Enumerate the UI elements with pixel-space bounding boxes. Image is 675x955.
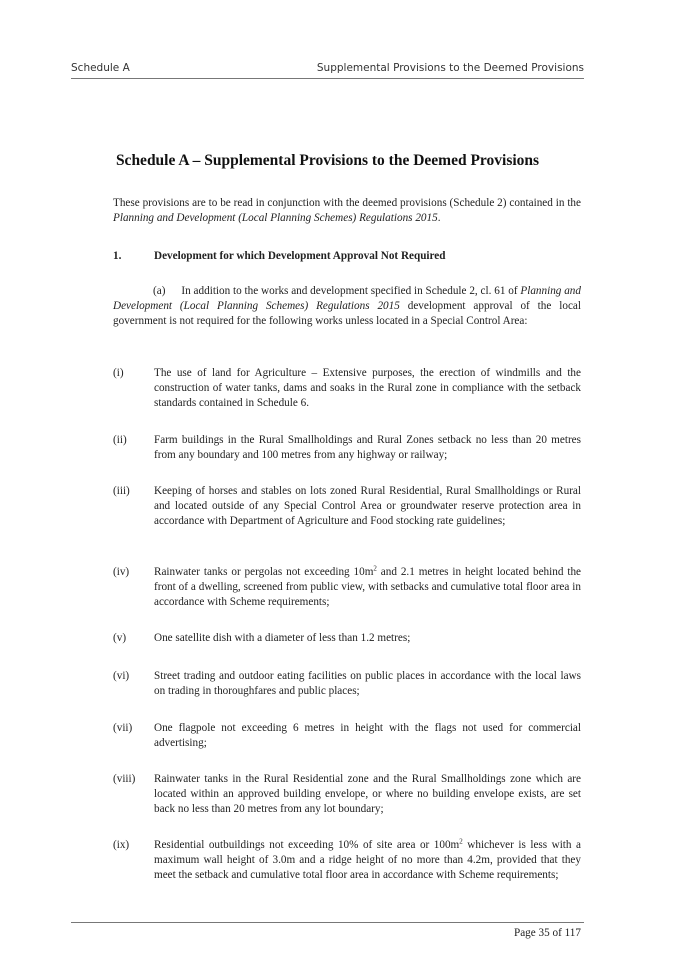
item-text: Keeping of horses and stables on lots zoned Rural Residential, Rural Smallholdings or Rural and located outside of any Special Control Area or groundwater reserve protection area in accordance with Department of Agriculture and Food stocking rate guidelines; xyxy=(154,485,581,527)
section-number: 1. xyxy=(113,250,122,262)
item-number: (iv) xyxy=(113,566,130,578)
intro-paragraph xyxy=(113,196,581,226)
item-text xyxy=(154,565,581,610)
paragraph-a-text-end: development approval of the local government is not required for the following works unless located in a Special Control Area: xyxy=(113,300,581,327)
section-title: Development for which Development Approval Not Required xyxy=(154,250,446,262)
footer-divider xyxy=(71,922,584,923)
paragraph-a-label: (a) xyxy=(153,285,166,297)
item-number: (iii) xyxy=(113,485,130,497)
item-text-part: Rainwater tanks or pergolas not exceeding 10m xyxy=(154,566,374,578)
item-number: (i) xyxy=(113,367,124,379)
paragraph-a-text: In addition to the works and development specified in Schedule 2, cl. 61 of xyxy=(181,285,521,297)
item-text: Farm buildings in the Rural Smallholdings and Rural Zones setback no less than 20 metres from any boundary and 100 metres from any highway or railway; xyxy=(154,434,581,461)
item-text: Street trading and outdoor eating facilities on public places in accordance with the local laws on trading in thoroughfares and public places; xyxy=(154,670,581,697)
paragraph-a xyxy=(113,284,581,329)
intro-text: These provisions are to be read in conjunction with the deemed provisions (Schedule 2) contained in the xyxy=(113,197,581,209)
item-text: One flagpole not exceeding 6 metres in height with the flags not used for commercial advertising; xyxy=(154,722,581,749)
superscript: 2 xyxy=(373,564,377,573)
header-left: Schedule A xyxy=(71,62,130,74)
item-text: One satellite dish with a diameter of less than 1.2 metres; xyxy=(154,632,411,644)
item-number: (ii) xyxy=(113,434,127,446)
item-text xyxy=(154,838,581,883)
page-number: Page 35 of 117 xyxy=(513,927,581,939)
superscript: 2 xyxy=(459,837,463,846)
intro-end: . xyxy=(437,212,441,224)
item-number: (v) xyxy=(113,632,127,644)
item-text-part: and 2.1 metres in height located behind the front of a dwelling, screened from public view, with setbacks and cumulative total floor area in accordance with Scheme requirements; xyxy=(154,566,581,608)
header-right: Supplemental Provisions to the Deemed Provisions xyxy=(316,62,584,74)
paragraph-a-regulation-title: Planning and Development (Local Planning Schemes) Regulations 2015 xyxy=(113,285,581,312)
item-text-part: Residential outbuildings not exceeding 10% of site area or 100m xyxy=(154,839,460,851)
page-header xyxy=(71,60,584,78)
item-number: (viii) xyxy=(113,773,136,785)
item-number: (vi) xyxy=(113,670,130,682)
header-divider xyxy=(71,78,584,79)
page-title: Schedule A – Supplemental Provisions to the Deemed Provisions xyxy=(115,152,540,169)
item-number: (vii) xyxy=(113,722,133,734)
item-text: Rainwater tanks in the Rural Residential zone and the Rural Smallholdings zone which are located within an approved building envelope, or where no building envelope exists, are set back no less than 20 metres from any lot boundary; xyxy=(154,773,581,815)
item-number: (ix) xyxy=(113,839,130,851)
item-text: The use of land for Agriculture – Extensive purposes, the erection of windmills and the construction of water tanks, dams and soaks in the Rural zone in compliance with the setback standards contained in Schedule 6. xyxy=(154,367,581,409)
item-text-part: whichever is less with a maximum wall height of 3.0m and a ridge height of no more than 4.2m, provided that they meet the setback and cumulative total floor area in accordance with Scheme requirements; xyxy=(154,839,581,881)
intro-regulation-title: Planning and Development (Local Planning Schemes) Regulations 2015 xyxy=(113,212,438,224)
